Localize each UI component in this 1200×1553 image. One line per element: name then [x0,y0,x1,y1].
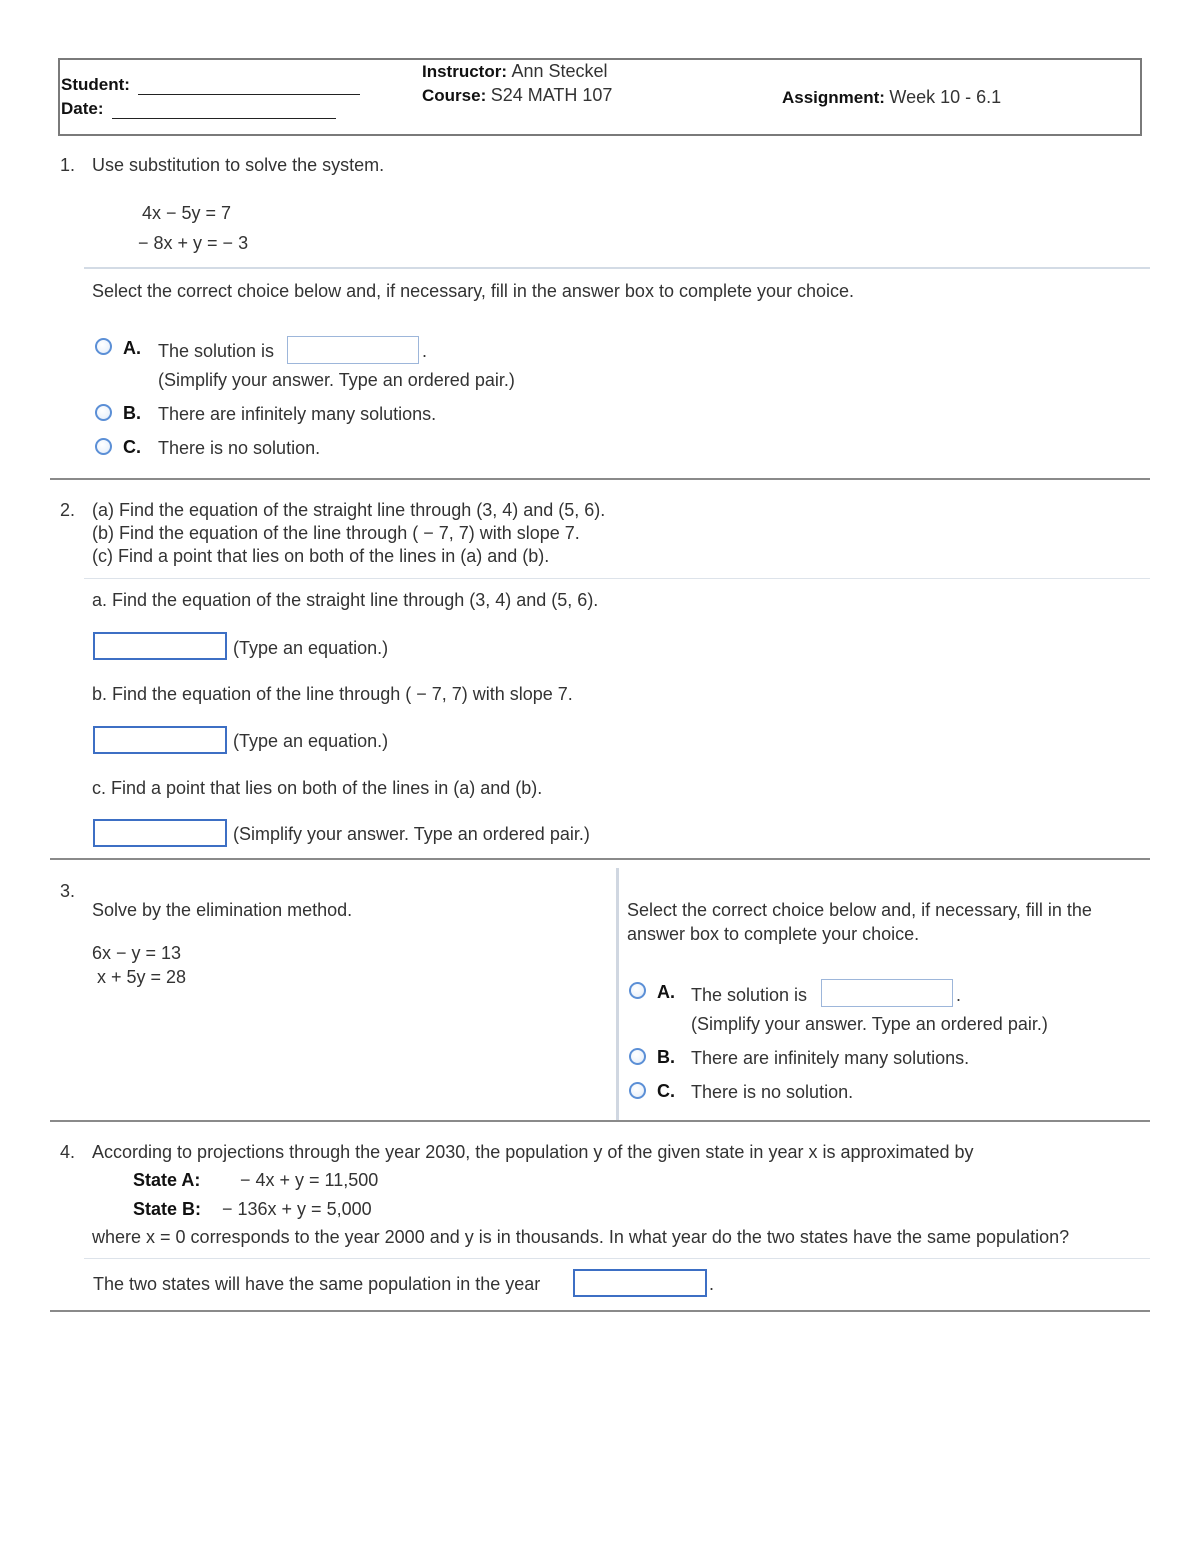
q3-choice-a-letter: A. [657,982,675,1002]
q1-solution-input[interactable] [287,336,419,364]
q3-prompt: Solve by the elimination method. [92,900,353,920]
q4-number: 4. [60,1142,76,1162]
q2-line-c: (c) Find a point that lies on both of the lines in (a) and (b). [92,546,550,566]
q3-column-divider [616,868,619,1120]
q4-prompt: According to projections through the year 2030, the population y of the given state in year x is approximated by [92,1142,974,1162]
q1-equation-2: − 8x + y = − 3 [138,233,249,253]
q1-choice-a-hint: (Simplify your answer. Type an ordered pair.) [158,370,515,390]
q2-part-c-hint: (Simplify your answer. Type an ordered pair.) [233,824,590,844]
q4-state-b-equation: − 136x + y = 5,000 [222,1199,372,1219]
q2-part-b-prompt: b. Find the equation of the line through ( − 7, 7) with slope 7. [92,684,573,704]
q1-choice-b-text: There are infinitely many solutions. [158,404,437,424]
student-field [61,75,360,95]
q4-state-b-label: State B: [133,1199,202,1219]
instructor-field [422,61,608,82]
q1-choice-a-period: . [422,341,428,361]
q3-choice-a-text: The solution is [691,985,808,1005]
q4-year-input[interactable] [573,1269,707,1297]
q2-part-a-hint: (Type an equation.) [233,638,389,658]
q1-equation-1: 4x − 5y = 7 [142,203,232,223]
date-underline [112,102,336,119]
q3-choice-b-letter: B. [657,1047,675,1067]
assignment-value: Week 10 - 6.1 [889,87,1002,107]
q1-divider [84,267,1150,269]
q3-choice-a-period: . [956,985,962,1005]
q4-state-a-equation: − 4x + y = 11,500 [240,1170,379,1190]
q2-line-a: (a) Find the equation of the straight line through (3, 4) and (5, 6). [92,500,606,520]
q3-choice-b-radio[interactable] [629,1048,646,1065]
assignment-field [782,87,1001,108]
course-label: Course: [422,86,487,105]
q2-part-a-input[interactable] [93,632,227,660]
q2-part-b-input[interactable] [93,726,227,754]
q4-context: where x = 0 corresponds to the year 2000 and y is in thousands. In what year do the two states have the same population? [92,1227,1070,1247]
q1-choice-b-radio[interactable] [95,404,112,421]
q1-prompt: Use substitution to solve the system. [92,155,385,175]
q1-instruction: Select the correct choice below and, if necessary, fill in the answer box to complete your choice. [92,281,855,301]
q1-choice-a-letter: A. [123,338,141,358]
q1-end-divider [50,478,1150,480]
q4-answer-suffix: . [709,1274,715,1294]
date-field [61,99,336,119]
q2-end-divider [50,858,1150,860]
q1-choice-b-letter: B. [123,403,141,423]
date-label: Date: [61,99,104,118]
q4-answer-prefix: The two states will have the same population in the year [93,1274,541,1294]
q4-divider [84,1258,1150,1259]
q2-part-b-hint: (Type an equation.) [233,731,389,751]
q3-solution-input[interactable] [821,979,953,1007]
assignment-label: Assignment: [782,88,885,107]
q2-line-b: (b) Find the equation of the line through ( − 7, 7) with slope 7. [92,523,580,543]
q1-choice-c-text: There is no solution. [158,438,321,458]
q1-choice-a-radio[interactable] [95,338,112,355]
q1-choice-c-letter: C. [123,437,141,457]
q3-choice-c-letter: C. [657,1081,675,1101]
q1-choice-a-text: The solution is [158,341,275,361]
q2-part-c-input[interactable] [93,819,227,847]
q1-number: 1. [60,155,76,175]
q1-choice-c-radio[interactable] [95,438,112,455]
q3-instruction-line-2: answer box to complete your choice. [627,924,920,944]
q4-end-divider [50,1310,1150,1312]
q3-choice-c-text: There is no solution. [691,1082,854,1102]
student-underline [138,78,360,95]
q3-equation-1: 6x − y = 13 [92,943,182,963]
q3-choice-a-radio[interactable] [629,982,646,999]
q2-part-a-prompt: a. Find the equation of the straight line through (3, 4) and (5, 6). [92,590,599,610]
q3-instruction-line-1: Select the correct choice below and, if necessary, fill in the [627,900,1092,920]
course-value: S24 MATH 107 [490,85,613,105]
instructor-value: Ann Steckel [511,61,608,81]
q2-part-c-prompt: c. Find a point that lies on both of the lines in (a) and (b). [92,778,543,798]
student-label: Student: [61,75,130,94]
q4-state-a-label: State A: [133,1170,201,1190]
q3-choice-b-text: There are infinitely many solutions. [691,1048,970,1068]
q2-divider [84,578,1150,579]
q3-equation-2: x + 5y = 28 [92,967,187,987]
course-field [422,85,612,106]
q2-number: 2. [60,500,76,520]
q3-end-divider [50,1120,1150,1122]
q3-choice-c-radio[interactable] [629,1082,646,1099]
q3-number: 3. [60,881,76,901]
instructor-label: Instructor: [422,62,507,81]
q3-choice-a-hint: (Simplify your answer. Type an ordered pair.) [691,1014,1048,1034]
